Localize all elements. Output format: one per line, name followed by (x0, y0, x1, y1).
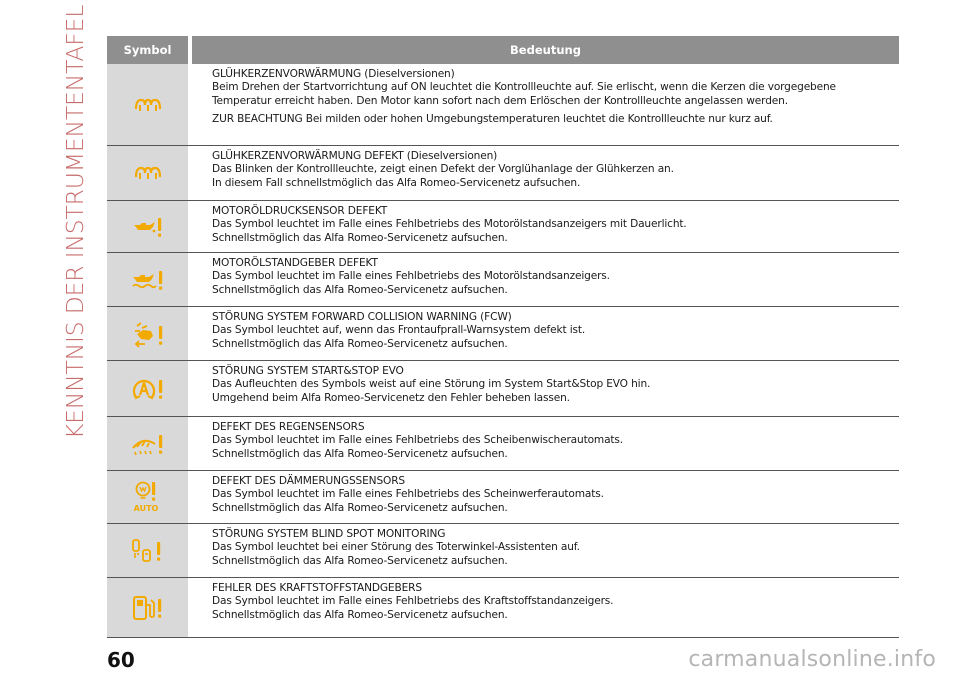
forward-collision-warning-fault-icon (131, 320, 165, 348)
row-text: Das Symbol leuchtet bei einer Störung des Toterwinkel-Assistenten auf. (212, 541, 580, 554)
table-row (107, 146, 899, 201)
row-text: Das Symbol leuchtet im Falle eines Fehlbetriebs des Motorölstandsanzeigers mit Dauerlicht. (212, 218, 687, 231)
row-text: Das Symbol leuchtet im Falle eines Fehlbetriebs des Scheinwerferautomats. (212, 488, 604, 501)
table-row (107, 471, 899, 524)
table-row (107, 417, 899, 471)
row-title: DEFEKT DES DÄMMERUNGSSENSORS (212, 475, 405, 487)
row-text: Beim Drehen der Startvorrichtung auf ON leuchtet die Kontrollleuchte auf. Sie erlischt, wenn die Kerzen die vorgegebene (212, 81, 836, 94)
row-text: Schnellstmöglich das Alfa Romeo-Servicenetz aufsuchen. (212, 337, 508, 350)
row-title: GLÜHKERZENVORWÄRMUNG (Dieselversionen) (212, 68, 455, 80)
table-header (107, 36, 899, 64)
fuel-level-sensor-fault-icon (131, 594, 165, 622)
row-note: ZUR BEACHTUNG Bei milden oder hohen Umgebungstemperaturen leuchtet die Kontrollleuchte nur kurz auf. (212, 113, 773, 126)
row-text: Schnellstmöglich das Alfa Romeo-Servicenetz aufsuchen. (212, 447, 508, 460)
row-title: DEFEKT DES REGENSENSORS (212, 421, 365, 433)
row-text: Schnellstmöglich das Alfa Romeo-Servicenetz aufsuchen. (212, 554, 508, 567)
blind-spot-monitoring-fault-icon (131, 538, 165, 564)
table-row (107, 361, 899, 417)
row-title: STÖRUNG SYSTEM START&STOP EVO (212, 365, 404, 377)
row-text: Schnellstmöglich das Alfa Romeo-Servicenetz aufsuchen. (212, 608, 508, 621)
side-section-title: KENNTNIS DER INSTRUMENTENTAFEL (61, 4, 89, 440)
glow-plug-icon (134, 97, 162, 113)
row-title: MOTORÖLSTANDGEBER DEFEKT (212, 257, 378, 269)
twilight-sensor-fault-icon (130, 480, 166, 514)
row-text: Temperatur erreicht haben. Den Motor kann sofort nach dem Erlöschen der Kontrollleuchte angelassen werden. (212, 94, 788, 107)
header-symbol: Symbol (123, 43, 172, 57)
rain-sensor-fault-icon (131, 432, 165, 456)
row-text: Schnellstmöglich das Alfa Romeo-Servicenetz aufsuchen. (212, 283, 508, 296)
row-text: Das Symbol leuchtet im Falle eines Fehlbetriebs des Scheibenwischerautomats. (212, 434, 624, 447)
row-text: Das Symbol leuchtet im Falle eines Fehlbetriebs des Kraftstoffstandanzeigers. (212, 595, 614, 608)
table-row (107, 307, 899, 361)
row-text: Schnellstmöglich das Alfa Romeo-Servicenetz aufsuchen. (212, 501, 508, 514)
table-row (107, 253, 899, 307)
table-row (107, 201, 899, 253)
row-text: Das Symbol leuchtet im Falle eines Fehlbetriebs des Motorölstandsanzeigers. (212, 270, 610, 283)
row-text: In diesem Fall schnellstmöglich das Alfa Romeo-Servicenetz aufsuchen. (212, 176, 581, 189)
row-text: Das Blinken der Kontrollleuchte, zeigt einen Defekt der Vorglühanlage der Glühkerzen an. (212, 163, 674, 176)
row-title: STÖRUNG SYSTEM BLIND SPOT MONITORING (212, 528, 446, 540)
table-row (107, 578, 899, 638)
warning-lights-table (107, 36, 899, 638)
row-text: Umgehend beim Alfa Romeo-Servicenetz den Fehler beheben lassen. (212, 391, 570, 404)
row-text: Schnellstmöglich das Alfa Romeo-Servicenetz aufsuchen. (212, 231, 508, 244)
watermark: carmanualsonline.info (688, 647, 936, 672)
oil-pressure-sensor-fault-icon (132, 216, 164, 238)
start-stop-fault-icon (131, 376, 165, 402)
page-number: 60 (107, 648, 135, 672)
auto-label: AUTO (133, 504, 158, 513)
row-title: GLÜHKERZENVORWÄRMUNG DEFEKT (Dieselversionen) (212, 150, 498, 162)
row-text: Das Symbol leuchtet auf, wenn das Frontaufprall-Warnsystem defekt ist. (212, 324, 586, 337)
glow-plug-fault-icon (134, 165, 162, 181)
row-title: MOTORÖLDRUCKSENSOR DEFEKT (212, 205, 388, 217)
row-text: Das Aufleuchten des Symbols weist auf eine Störung im System Start&Stop EVO hin. (212, 378, 651, 391)
row-title: FEHLER DES KRAFTSTOFFSTANDGEBERS (212, 582, 422, 594)
row-title: STÖRUNG SYSTEM FORWARD COLLISION WARNING (FCW) (212, 311, 512, 323)
table-row (107, 524, 899, 578)
oil-level-sensor-fault-icon (131, 269, 165, 291)
header-meaning: Bedeutung (510, 43, 581, 57)
table-row (107, 64, 899, 146)
